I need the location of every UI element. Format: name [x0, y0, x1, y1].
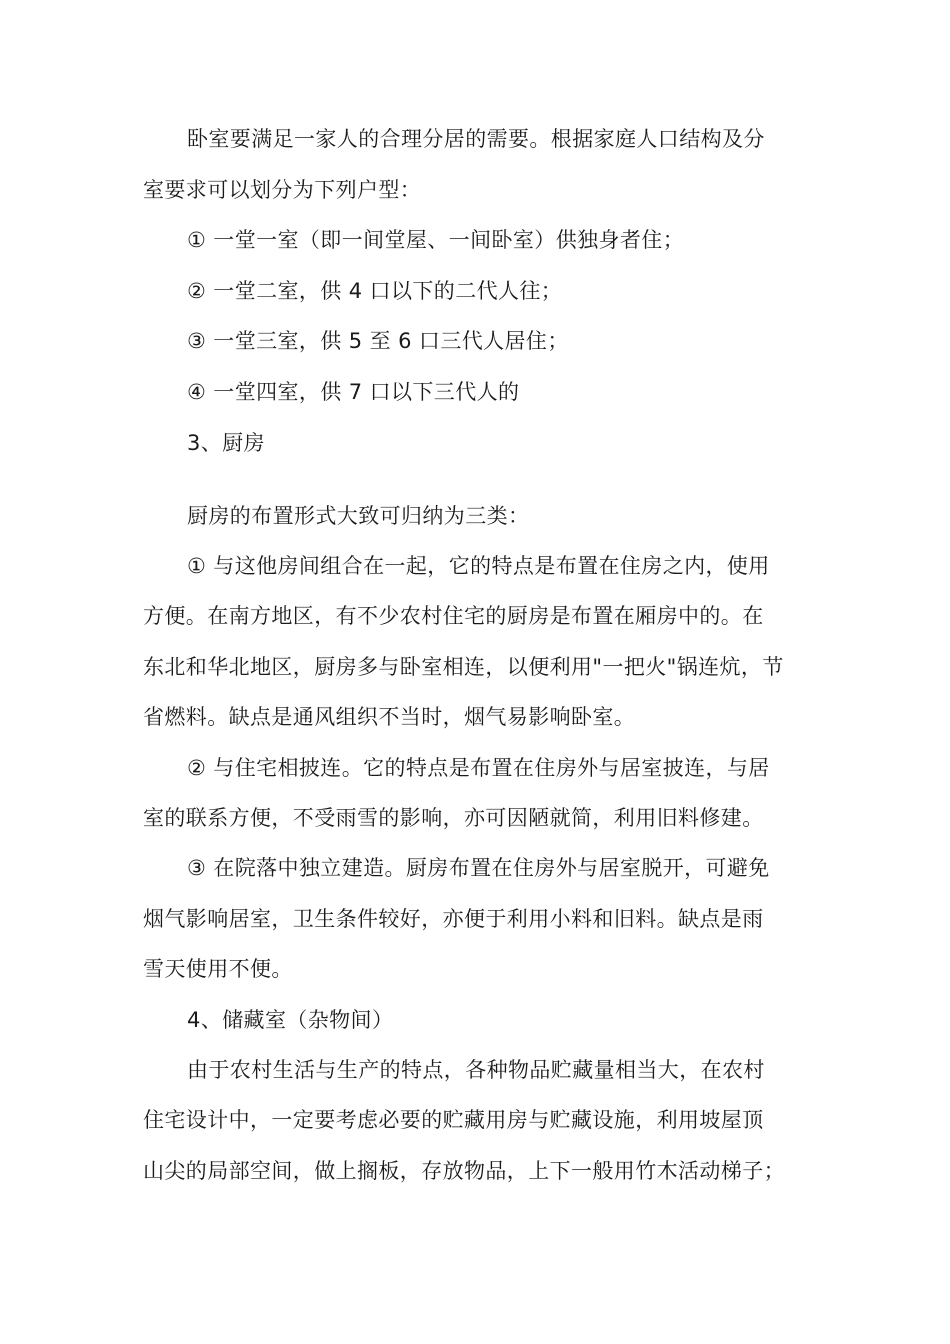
paragraph-line: 室要求可以划分为下列户型： — [143, 178, 422, 202]
section-heading: 4、储藏室（杂物间） — [187, 1008, 394, 1032]
list-item: ① 一堂一室（即一间堂屋、一间卧室）供独身者住； — [187, 228, 685, 252]
paragraph-line: 由于农村生活与生产的特点，各种物品贮藏量相当大，在农村 — [187, 1058, 765, 1082]
list-item: ③ 在院落中独立建造。厨房布置在住房外与居室脱开，可避免 — [187, 856, 770, 880]
paragraph-line: 方便。在南方地区，有不少农村住宅的厨房是布置在厢房中的。在 — [143, 604, 764, 628]
list-item: ② 与住宅相披连。它的特点是布置在住房外与居室披连，与居 — [187, 756, 770, 780]
paragraph-line: 住宅设计中，一定要考虑必要的贮藏用房与贮藏设施，利用坡屋顶 — [143, 1108, 764, 1132]
paragraph-line: 烟气影响居室，卫生条件较好，亦便于利用小料和旧料。缺点是雨 — [143, 907, 764, 931]
paragraph-line: 厨房的布置形式大致可归纳为三类： — [187, 504, 530, 528]
paragraph-line: 卧室要满足一家人的合理分居的需要。根据家庭人口结构及分 — [187, 127, 765, 151]
section-heading: 3、厨房 — [187, 431, 265, 455]
list-item: ① 与这他房间组合在一起，它的特点是布置在住房之内，使用 — [187, 554, 770, 578]
paragraph-line: 室的联系方便，不受雨雪的影响，亦可因陋就简，利用旧料修建。 — [143, 806, 764, 830]
list-item: ③ 一堂三室，供 5 至 6 口三代人居住； — [187, 329, 569, 353]
paragraph-line: 山尖的局部空间，做上搁板，存放物品，上下一般用竹木活动梯子； — [143, 1159, 785, 1183]
paragraph-line: 省燃料。缺点是通风组织不当时，烟气易影响卧室。 — [143, 705, 636, 729]
list-item: ② 一堂二室，供 4 口以下的二代人往； — [187, 279, 563, 303]
paragraph-line: 东北和华北地区，厨房多与卧室相连，以便利用"一把火"锅连炕，节 — [143, 655, 784, 679]
paragraph-line: 雪天使用不便。 — [143, 957, 293, 981]
list-item: ④ 一堂四室，供 7 口以下三代人的 — [187, 380, 520, 404]
